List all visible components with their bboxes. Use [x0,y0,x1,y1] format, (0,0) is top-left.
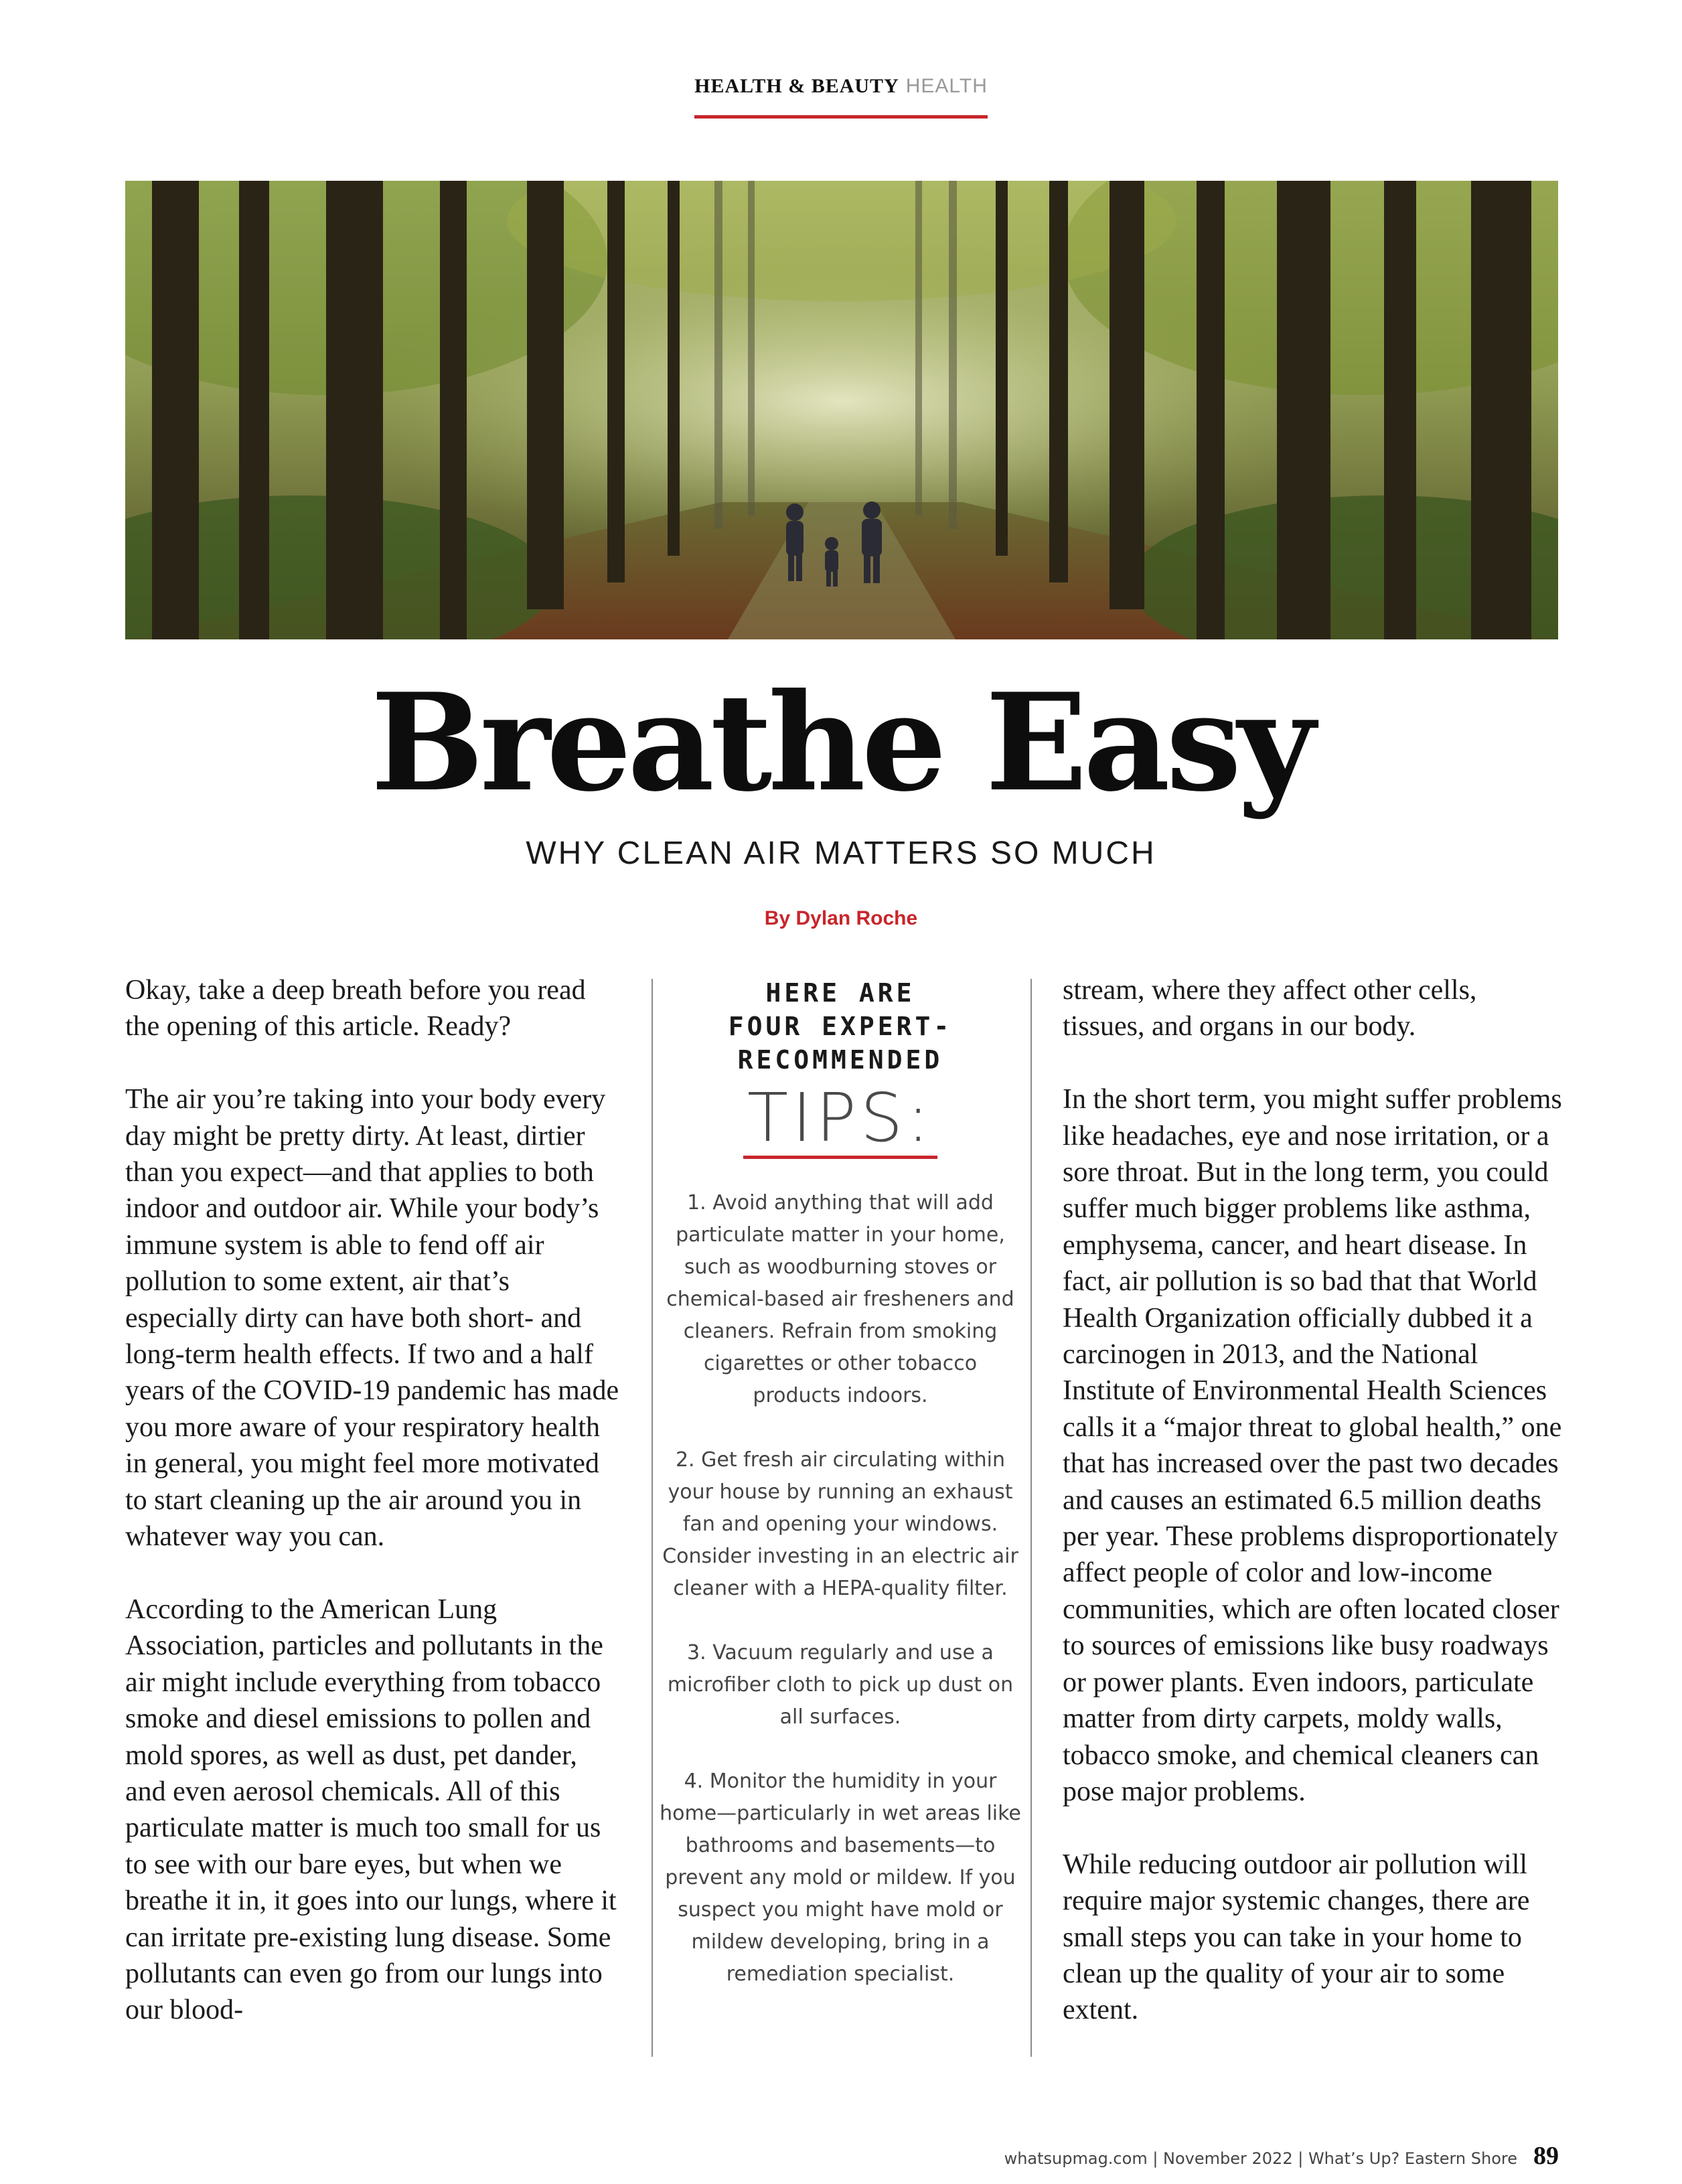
sidebar-heading-line: HERE ARE [765,978,915,1008]
hero-photo [125,181,1558,639]
tip-list [660,1187,1021,1991]
page-number: 89 [1533,2142,1559,2170]
sidebar-heading-line: FOUR EXPERT- [728,1012,953,1041]
forest-path-photo-icon [125,181,1558,639]
article-title: Breathe Easy [370,664,1312,822]
footer-text: whatsupmag.com | November 2022 | What’s Up? Eastern Shore [1004,2149,1517,2168]
tips-sidebar [660,976,1021,2023]
body-paragraph: stream, where they affect other cells, tissues, and organs in our body. [1063,975,1477,1042]
right-column [1063,972,1565,2065]
column-divider [1030,979,1032,2057]
body-paragraph: In the short term, you might suffer problems like headaches, eye and nose irritation, or a sore throat. But in the long term, you could suffer much bigger problems like asthma, emphysema, cancer, and heart disease. In fact, air pollution is so bad that that World Health Organization officially dubbed it a carcinogen in 2013, and the National Institute of Environmental Health Sciences calls it a “major threat to global health,” one that has increased over the past two decades and causes an estimated 6.5 million deaths per year. These problems disproportionately affect people of color and low-income communities, which are often located closer to sources of emissions like busy roadways or power plants. Even indoors, particulate matter from dirty carpets, moldy walls, tobacco smoke, and chemical cleaners can pose major problems. [1063,1084,1562,1807]
left-column [125,972,621,2065]
body-paragraph: While reducing outdoor air pollution will require major systemic changes, there are small steps you can take in your home to clean up the quality of your air to some extent. [1063,1849,1530,2026]
tips-word: TIPS: [743,1082,937,1159]
column-divider [652,979,653,2057]
byline: By Dylan Roche [764,907,918,929]
tip-item: 4. Monitor the humidity in your home—particularly in wet areas like bathrooms and basements—to prevent any mold or mildew. If you suspect you might have mold or mildew developing, bring in a remediation specialist. [660,1770,1021,1986]
tip-item: 1. Avoid anything that will add particulate matter in your home, such as woodburning stoves or chemical-based air fresheners and cleaners. Refrain from smoking cigarettes or other tobacco products indoors. [666,1191,1014,1407]
tip-item: 2. Get fresh air circulating within your house by running an exhaust fan and opening your windows. Consider investing in an electric air cleaner with a HEPA-quality filter. [662,1448,1018,1600]
body-paragraph: The air you’re taking into your body every day might be pretty dirty. At least, dirtier than you expect—and that applies to both indoor and outdoor air. While your body’s immune system is able to fend off air pollution to some extent, air that’s especially dirty can have both short- and long-term health effects. If two and a half years of the COVID-19 pandemic has made you more aware of your respiratory health in general, you might feel more motivated to start cleaning up the air around you in whatever way you can. [125,1084,619,1553]
sidebar-heading-line: RECOMMENDED [737,1045,943,1075]
tip-item: 3. Vacuum regularly and use a microfiber cloth to pick up dust on all surfaces. [667,1641,1014,1729]
article-subtitle: WHY CLEAN AIR MATTERS SO MUCH [526,836,1156,871]
subsection-name: HEALTH [905,75,988,97]
body-paragraph: Okay, take a deep breath before you read the opening of this article. Ready? [125,975,586,1042]
sidebar-heading [660,976,1021,1077]
body-paragraph: According to the American Lung Association, particles and pollutants in the air might include everything from tobacco smoke and diesel emissions to pollen and mold spores, as well as dust, pet dander, and even aerosol chemicals. All of this particulate matter is much too small for us to see with our bare eyes, but when we breathe it in, it goes into our lungs, where it can irritate pre-existing lung disease. Some pollutants can even go from our lungs into our blood- [125,1593,617,2026]
section-header [0,75,1682,119]
section-label [694,75,988,119]
section-name: HEALTH & BEAUTY [694,75,899,97]
page-footer [1004,2141,1559,2171]
